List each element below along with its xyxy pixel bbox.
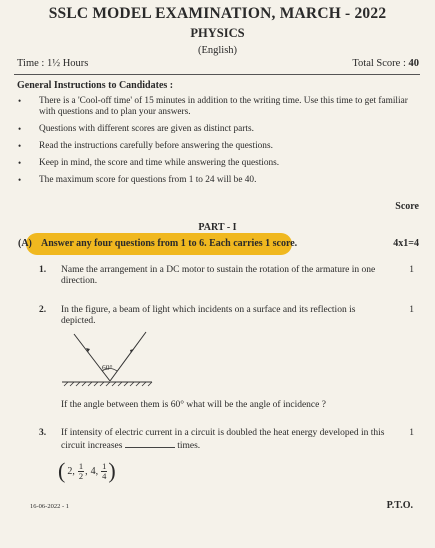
instructions-heading: General Instructions to Candidates :	[17, 80, 174, 91]
instruction-item	[17, 158, 417, 169]
instruction-item	[17, 124, 417, 135]
section-label: (A)	[18, 238, 32, 249]
option-half-numerator: 1	[78, 460, 84, 471]
bullet-icon: •	[18, 141, 22, 151]
instruction-item	[17, 175, 417, 186]
options-open-paren: (	[58, 458, 66, 483]
total-score	[352, 58, 419, 69]
instruction-item	[17, 141, 417, 152]
header-divider	[14, 74, 420, 75]
instructions-list	[17, 96, 417, 192]
answer-blank	[125, 439, 175, 448]
option-quarter	[101, 462, 107, 481]
question-number: 3.	[39, 428, 47, 438]
bullet-icon: •	[18, 96, 22, 106]
question-number: 1.	[39, 265, 47, 275]
question-score: 1	[409, 428, 414, 438]
option-4: 4,	[90, 465, 99, 477]
part-title: PART - I	[198, 222, 237, 233]
instruction-text: Questions with different scores are given as distinct parts.	[39, 124, 254, 134]
subject-title: PHYSICS	[190, 26, 245, 40]
instruction-text: Keep in mind, the score and time while answering the questions.	[39, 158, 280, 168]
question-text-before: If intensity of electric current in a circuit is doubled the heat energy developed in this circuit increases	[61, 428, 385, 451]
footer-pto: P.T.O.	[386, 500, 413, 511]
question-score: 1	[409, 305, 414, 315]
question-text: In the figure, a beam of light which incidents on a surface and its reflection is depicted.	[61, 305, 356, 326]
option-quarter-denominator: 4	[102, 470, 107, 481]
question-text	[61, 428, 396, 452]
figure-angle-label: 60°	[102, 363, 113, 372]
option-half	[78, 462, 84, 481]
section-instruction: Answer any four questions from 1 to 6. Each carries 1 score.	[41, 238, 298, 249]
time-label: Time : 1½ Hours	[17, 58, 89, 69]
reflection-diagram	[58, 328, 158, 388]
bullet-icon: •	[18, 175, 22, 185]
footer-code: 16-06-2022 - 1	[30, 503, 69, 510]
question-text: Name the arrangement in a DC motor to sustain the rotation of the armature in one direction.	[61, 265, 376, 286]
question-followup: If the angle between them is 60° what will be the angle of incidence ?	[61, 400, 326, 410]
total-score-label: Total Score :	[352, 58, 409, 69]
medium-label: (English)	[197, 45, 238, 56]
bullet-icon: •	[18, 158, 22, 168]
question-score: 1	[409, 265, 414, 275]
score-column-header: Score	[395, 201, 419, 212]
question-number: 2.	[39, 305, 47, 315]
option-2: 2,	[67, 465, 75, 477]
option-half-denominator: 2	[78, 470, 84, 481]
instruction-item	[17, 96, 417, 118]
incident-ray	[74, 334, 110, 381]
options-close-paren: )	[108, 458, 116, 483]
section-marks: 4x1=4	[393, 238, 419, 249]
answer-options	[58, 458, 116, 484]
question-text-after: times.	[177, 441, 201, 451]
surface-hatching	[64, 382, 152, 386]
instruction-text: There is a 'Cool-off time' of 15 minutes in addition to the writing time. Use this time to get familiar with questions and to plan your answers.	[39, 96, 408, 117]
reflected-ray	[110, 332, 146, 381]
exam-title: SSLC MODEL EXAMINATION, MARCH - 2022	[48, 5, 387, 22]
bullet-icon: •	[18, 124, 22, 134]
reflection-figure	[58, 328, 158, 388]
instruction-text: Read the instructions carefully before answering the questions.	[39, 141, 273, 151]
instruction-text: The maximum score for questions from 1 to 24 will be 40.	[39, 175, 257, 185]
option-separator: ,	[85, 465, 88, 477]
total-score-value: 40	[408, 58, 419, 69]
option-quarter-numerator: 1	[102, 460, 107, 471]
